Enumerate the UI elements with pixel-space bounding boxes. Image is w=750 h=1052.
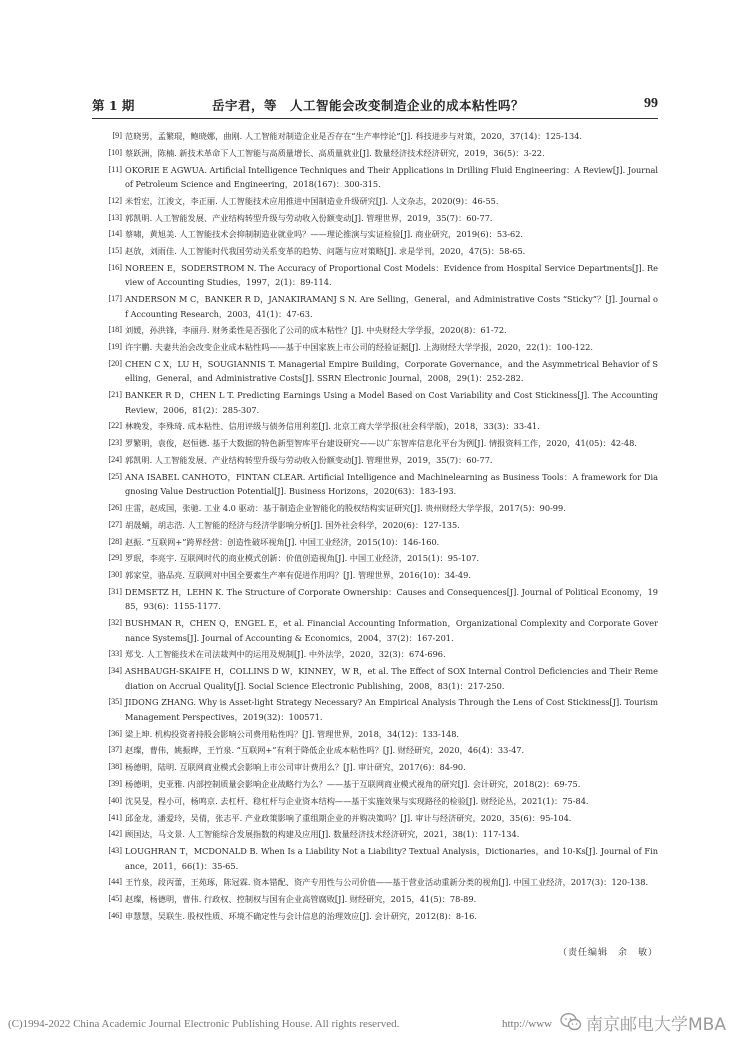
reference-text: 赵璨，杨德明，曹伟. 行政权、控制权与国有企业高管腐败[J]. 财经研究，2015，41(5)：78-89.: [125, 894, 477, 905]
reference-item: [92, 647, 658, 661]
reference-text: ASHBAUGH-SKAIFE H，COLLINS D W，KINNEY，W R，et al. The Effect of SOX Internal Control Deficiencies and Their Remediation on Accrual Quality[J]. Social Science Electronic Publishing，2008，83(1)：217-250.: [125, 666, 658, 691]
reference-number: [45]: [108, 894, 122, 904]
reference-text: 庄雷，赵成国，张驰. 工业 4.0 驱动：基于制造企业智能化的股权结构实证研究[J]. 贵州财经大学学报，2017(5)：90-99.: [125, 502, 566, 513]
reference-text: 赵璨，曹伟，姚振晔，王竹泉. “互联网+”有利于降低企业成本粘性吗？[J]. 财经研究，2020，46(4)：33-47.: [125, 745, 525, 756]
reference-text: CHEN C X，LU H，SOUGIANNIS T. Managerial Empire Building，Corporate Governance，and the Asymmetrical Behavior of Selling，General，and Administrative Costs[J]. SSRN Electronic Journal，2008，29(1)：252-282.: [125, 358, 658, 384]
watermark-label: 南京邮电大学MBA: [586, 1014, 726, 1035]
reference-number: [23]: [108, 438, 122, 448]
issue-label: 第 1 期: [92, 98, 135, 113]
reference-item: [92, 292, 658, 321]
reference-number: [15]: [108, 246, 122, 256]
reference-item: [92, 129, 658, 143]
footer-url: http://www: [502, 1018, 553, 1030]
reference-text: 赵放，刘雨佳. 人工智能时代我国劳动关系变革的趋势、问题与应对策略[J]. 求是学刊，2020，47(5)：58-65.: [125, 246, 526, 257]
reference-number: [10]: [108, 147, 122, 157]
reference-number: [9]: [112, 131, 122, 140]
reference-item: [92, 794, 658, 808]
reference-number: [24]: [108, 454, 122, 464]
reference-number: [20]: [108, 358, 122, 368]
reference-item: [92, 194, 658, 208]
reference-item: [92, 743, 658, 757]
reference-number: [21]: [108, 390, 122, 400]
reference-item: [92, 568, 658, 582]
reference-text: 蔡啸，黄旭美. 人工智能技术会抑制制造业就业吗？——理论推演与实证检验[J]. 商业研究，2019(6)：53-62.: [125, 229, 524, 240]
reference-number: [18]: [108, 325, 122, 335]
reference-number: [29]: [108, 553, 122, 563]
reference-item: [92, 844, 658, 873]
header-rule: [92, 118, 658, 119]
reference-text: 郑戈. 人工智能技术在司法裁判中的运用及规制[J]. 中外法学，2020，32(3)：674-696.: [125, 649, 446, 660]
reference-text: 杨德明，陆明. 互联网商业模式会影响上市公司审计费用么？[J]. 审计研究，2017(6)：84-90.: [125, 762, 466, 773]
reference-number: [11]: [108, 164, 122, 174]
reference-text: ANA ISABEL CANHOTO，FINTAN CLEAR. Artificial Intelligence and Machinelearning as Business Tools：A framework for Diagnosing Value Destruction Potential[J]. Business Horizons，2020(63)：183-193.: [125, 471, 658, 497]
reference-item: [92, 535, 658, 549]
reference-text: 郭凯明. 人工智能发展、产业结构转型升级与劳动收入份额变动[J]. 管理世界，2019，35(7)：60-77.: [125, 212, 493, 223]
reference-item: [92, 827, 658, 841]
reference-item: [92, 518, 658, 532]
reference-item: [92, 777, 658, 791]
reference-number: [35]: [108, 697, 122, 707]
reference-item: [92, 453, 658, 467]
reference-item: [92, 695, 658, 724]
reference-number: [42]: [108, 829, 122, 839]
reference-item: [92, 323, 658, 337]
reference-text: 米哲宏，江浚文，李正丽. 人工智能技术应用推进中国制造业升级研究[J]. 人文杂志，2020(9)：46-55.: [125, 195, 499, 206]
reference-number: [19]: [108, 342, 122, 352]
reference-item: [92, 388, 658, 417]
reference-number: [17]: [108, 294, 122, 304]
reference-number: [12]: [108, 195, 122, 205]
reference-number: [38]: [108, 762, 122, 772]
reference-number: [44]: [108, 877, 122, 887]
reference-text: 邱金龙，潘爱玲，吴倩，张志平. 产业政策影响了重组期企业的并购决策吗？[J]. 审计与经济研究，2020，35(6)：95-104.: [125, 812, 572, 823]
reference-item: [92, 616, 658, 645]
reference-number: [32]: [108, 618, 122, 628]
running-title: 岳宇君，等 人工智能会改变制造企业的成本粘性吗？: [212, 98, 525, 113]
reference-text: DEMSETZ H，LEHN K. The Structure of Corporate Ownership：Causes and Consequences[J]. Journal of Political Economy，1985，93(6)：1155-1177.: [125, 586, 658, 612]
reference-text: 罗珉，李亮宇. 互联网时代的商业模式创新：价值创造视角[J]. 中国工业经济，2015(1)：95-107.: [125, 553, 480, 564]
reference-number: [46]: [108, 910, 122, 920]
editor-note: （责任编辑 余 敏）: [557, 948, 658, 958]
reference-number: [43]: [108, 846, 122, 856]
reference-item: [92, 892, 658, 906]
reference-item: [92, 760, 658, 774]
reference-item: [92, 340, 658, 354]
reference-item: [92, 163, 658, 192]
reference-item: [92, 585, 658, 614]
reference-text: 梁上坤. 机构投资者持股会影响公司费用粘性吗？[J]. 管理世界，2018，34(12)：133-148.: [125, 728, 460, 739]
reference-text: 林晚发，李殊琦. 成本粘性、信用评级与债务信用利差[J]. 北京工商大学学报(社会科学版)，2018，33(3)：33-41.: [125, 421, 540, 432]
reference-number: [41]: [108, 812, 122, 822]
reference-number: [14]: [108, 229, 122, 239]
reference-item: [92, 501, 658, 515]
reference-text: BANKER R D，CHEN L T. Predicting Earnings Using a Model Based on Cost Variability and Cost Stickiness[J]. The Accounting Review，2006，81(2)：285-307.: [125, 390, 658, 415]
reference-number: [39]: [108, 778, 122, 788]
reference-text: 许宇鹏. 夫妻共治会改变企业成本粘性吗——基于中国家族上市公司的经验证据[J]. 上海财经大学学报，2020，22(1)：100-122.: [125, 342, 593, 353]
reference-text: 罗繁明，袁俊，赵恒德. 基于大数据的特色新型智库平台建设研究——以广东智库信息化平台为例[J]. 情报资料工作，2020，41(05)：42-48.: [125, 438, 637, 449]
reference-number: [22]: [108, 421, 122, 431]
reference-item: [92, 211, 658, 225]
reference-list: [92, 129, 658, 926]
reference-item: [92, 551, 658, 565]
wechat-icon: [560, 1012, 582, 1032]
reference-number: [31]: [108, 586, 122, 596]
reference-number: [25]: [108, 471, 122, 481]
reference-text: NOREEN E，SODERSTROM N. The Accuracy of Proportional Cost Models：Evidence from Hospital Service Departments[J]. Review of Accounting Studies，1997，2(1)：89-114.: [125, 262, 658, 288]
reference-number: [37]: [108, 745, 122, 755]
reference-text: 郭凯明. 人工智能发展、产业结构转型升级与劳动收入份额变动[J]. 管理世界，2019，35(7)：60-77.: [125, 454, 493, 465]
reference-item: [92, 244, 658, 258]
reference-number: [27]: [108, 519, 122, 529]
copyright-text: (C)1994-2022 China Academic Journal Electronic Publishing House. All rights reserved.: [8, 1018, 400, 1030]
reference-item: [92, 419, 658, 433]
reference-text: OKORIE E AGWUA. Artificial Intelligence Techniques and Their Applications in Drilling Fluid Engineering：A Review[J]. Journal of Petroleum Science and Engineering，2018(167)：300-315.: [125, 164, 658, 189]
reference-text: 蔡跃洲，陈楠. 新技术革命下人工智能与高质量增长、高质量就业[J]. 数量经济技术经济研究，2019，36(5)：3-22.: [125, 147, 545, 158]
reference-item: [92, 811, 658, 825]
reference-text: 范晓男，孟繁琨，鲍晓娜，曲刚. 人工智能对制造企业是否存在“生产率悖论”[J]. 科技进步与对策，2020，37(14)：125-134.: [125, 131, 583, 141]
reference-number: [13]: [108, 212, 122, 222]
reference-number: [40]: [108, 795, 122, 805]
reference-number: [26]: [108, 502, 122, 512]
reference-text: 胡晟蛹，胡志浩. 人工智能的经济与经济学影响分析[J]. 国外社会科学，2020(6)：127-135.: [125, 519, 460, 530]
reference-item: [92, 146, 658, 160]
reference-text: 刘媛，孙洪锋，李丽丹. 财务柔性是否强化了公司的成本粘性？[J]. 中央财经大学学报，2020(8)：61-72.: [125, 325, 507, 336]
reference-item: [92, 436, 658, 450]
reference-text: BUSHMAN R，CHEN Q，ENGEL E，et al. Financial Accounting Information，Organizational Complexity and Corporate Governance Systems[J]. Journal of Accounting & Economics，2004，37(2)：167-201.: [125, 618, 658, 643]
watermark: [558, 1008, 726, 1036]
reference-item: [92, 227, 658, 241]
reference-item: [92, 909, 658, 923]
reference-text: ANDERSON M C，BANKER R D，JANAKIRAMANJ S N. Are Selling，General，and Administrative Costs “Sticky”？[J]. Journal of Accounting Research，2003，41(1)：47-63.: [125, 294, 658, 319]
reference-text: JIDONG ZHANG. Why is Asset-light Strategy Necessary? An Empirical Analysis Through the Lens of Cost Stickiness[J]. Tourism Management Perspectives，2019(32)：100571.: [125, 697, 658, 722]
reference-item: [92, 875, 658, 889]
reference-number: [36]: [108, 728, 122, 738]
reference-text: 王竹泉，段丙蕾，王苑琢，陈冠霖. 资本错配、资产专用性与公司价值——基于营业活动重新分类的视角[J]. 中国工业经济，2017(3)：120-138.: [125, 877, 649, 888]
reference-text: 杨德明，史亚雅. 内部控制质量会影响企业战略行为么？——基于互联网商业模式视角的研究[J]. 会计研究，2018(2)：69-75.: [125, 778, 581, 789]
reference-number: [28]: [108, 536, 122, 546]
reference-item: [92, 470, 658, 499]
running-header: [92, 94, 658, 114]
reference-item: [92, 261, 658, 290]
reference-text: 顾国达，马文景. 人工智能综合发展指数的构建及应用[J]. 数量经济技术经济研究，2021，38(1)：117-134.: [125, 829, 520, 840]
page-number: 99: [644, 96, 658, 111]
reference-number: [30]: [108, 570, 122, 580]
reference-text: 赵振. “互联网+”跨界经营：创造性破坏视角[J]. 中国工业经济，2015(10)：146-160.: [125, 536, 440, 547]
reference-item: [92, 727, 658, 741]
reference-text: LOUGHRAN T，MCDONALD B. When Is a Liability Not a Liability? Textual Analysis，Dictionaries，and 10-Ks[J]. Journal of Finance，2011，66(1)：35-65.: [125, 846, 658, 871]
reference-number: [33]: [108, 649, 122, 659]
reference-text: 郭家堂，骆品亮. 互联网对中国全要素生产率有促进作用吗？[J]. 管理世界，2016(10)：34-49.: [125, 570, 471, 581]
reference-number: [34]: [108, 666, 122, 676]
reference-text: 申慧慧，吴联生. 股权性质、环境不确定性与会计信息的治理效应[J]. 会计研究，2012(8)：8-16.: [125, 910, 477, 921]
reference-item: [92, 357, 658, 386]
reference-number: [16]: [108, 262, 122, 272]
reference-item: [92, 664, 658, 693]
reference-text: 沈昊旻，程小可，杨鸣京. 去杠杆、稳杠杆与企业资本结构——基于实施效果与实现路径的检验[J]. 财经论丛，2021(1)：75-84.: [125, 795, 589, 806]
